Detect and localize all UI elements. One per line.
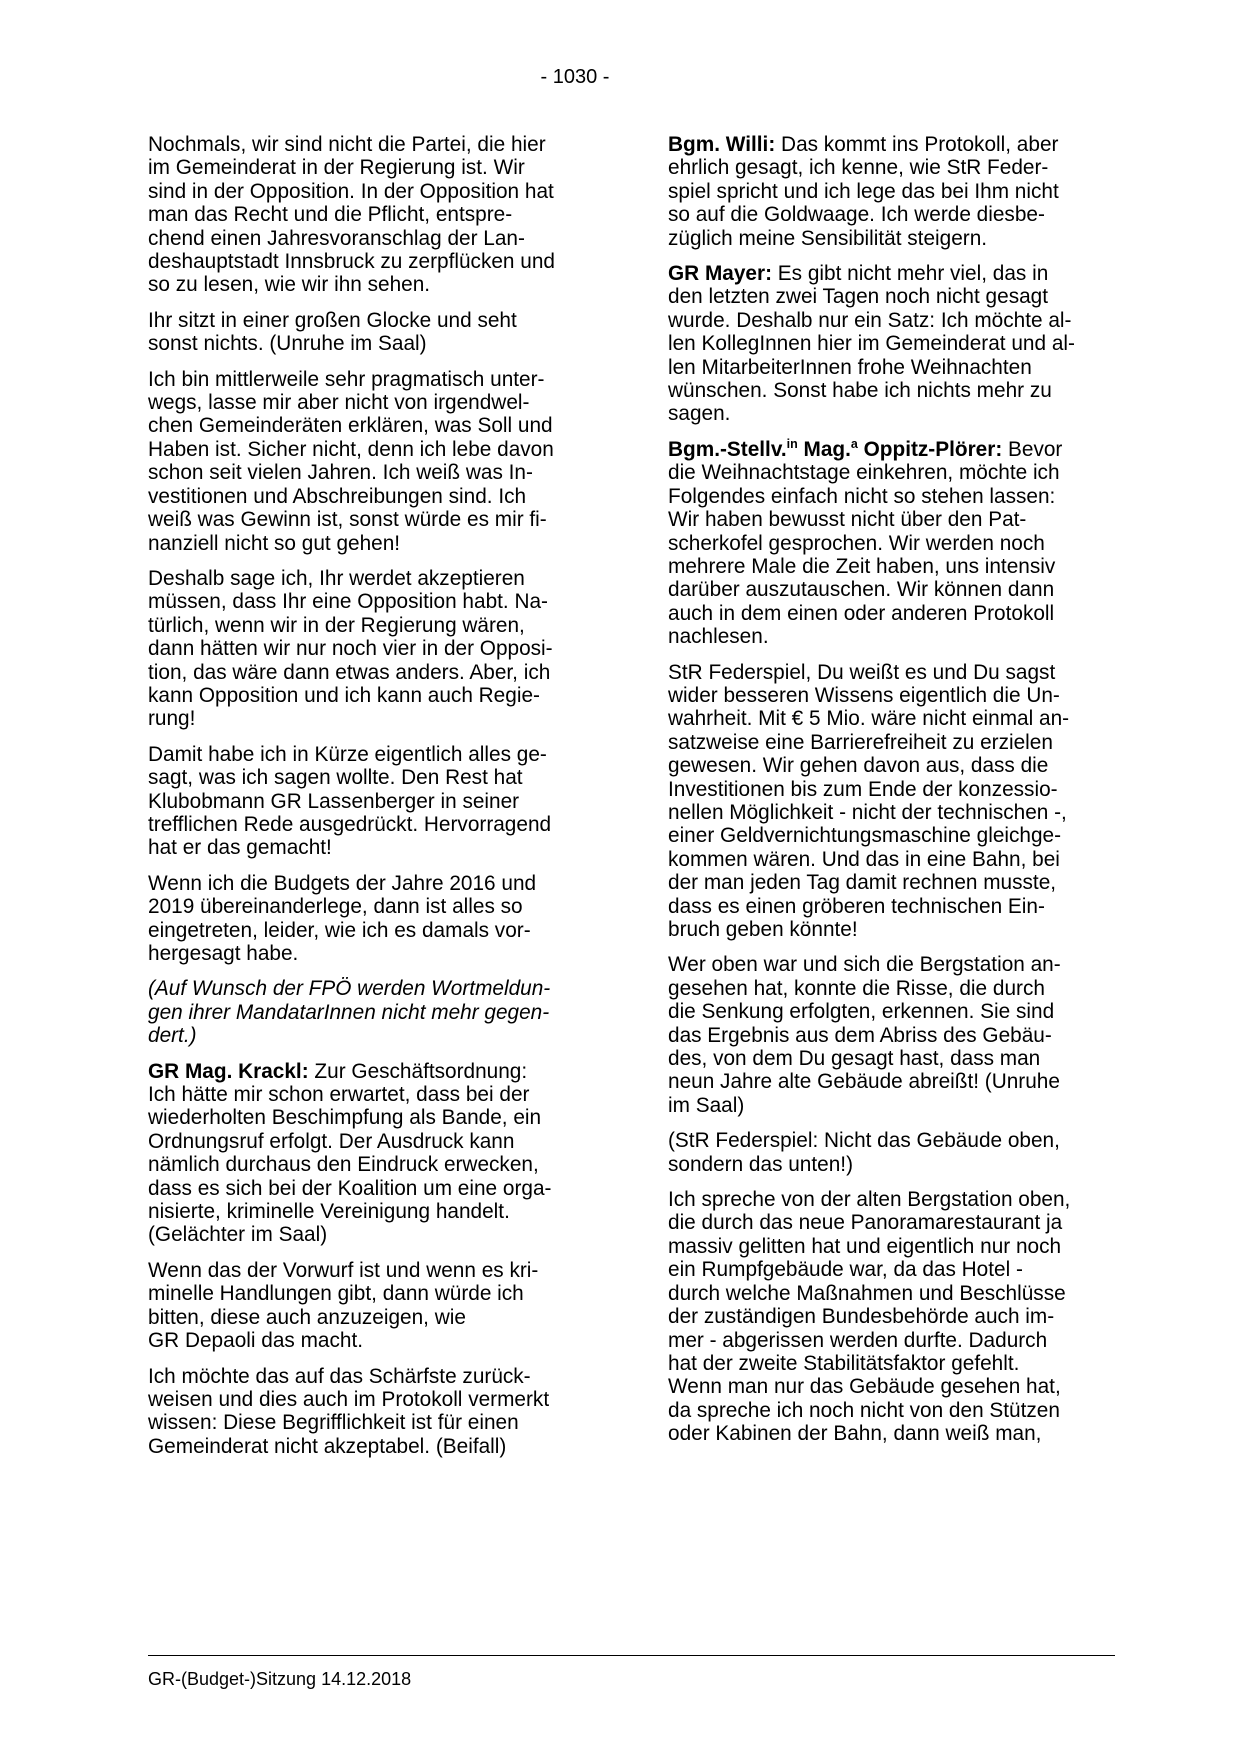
paragraph: Ich bin mittlerweile sehr pragmatisch unter- wegs, lasse mir aber nicht von irgendwel- chen Gemeinderäten erklären, was Soll und Haben ist. Sicher nicht, denn ich lebe davon schon seit vielen Jahren. Ich weiß was In- vestitionen und Abschreibungen sind. Ich weiß was Gewinn ist, sonst würde es mir fi- nanziell nicht so gut gehen! (148, 367, 554, 555)
speaker-name: Bgm. Willi: (668, 133, 776, 156)
paragraph: Wenn das der Vorwurf ist und wenn es kri- minelle Handlungen gibt, dann würde ich bitten, diese auch anzuzeigen, wie GR Depaoli das macht. (148, 1258, 539, 1353)
speaker-title: Bgm.-Stellv. (668, 437, 787, 461)
speaker-name: GR Mag. Krackl: (148, 1059, 309, 1083)
speaker-paragraph (668, 438, 1138, 649)
speaker-title-suffix: in (786, 436, 798, 451)
speech-text: Zur Geschäftsordnung: Ich hätte mir schon erwartet, dass bei der wiederholten Beschimpfung als Bande, ein Ordnungsruf erfolgt. Der Ausdruck kann nämlich durchaus den Eindruck erwecken, dass es sich bei der Koalition um eine orga- nisierte, kriminelle Vereinigung handelt. (Gelächter im Saal) (148, 1059, 552, 1247)
paragraph: StR Federspiel, Du weißt es und Du sagst wider besseren Wissens eigentlich die Un- wahrheit. Mit € 5 Mio. wäre nicht einmal an- satzweise eine Barrierefreiheit zu erzielen gewesen. Wir gehen davon aus, dass die Investitionen bis zum Ende der konzessio- nellen Möglichkeit - nicht der technischen -, einer Geldvernichtungsmaschine gleichge- kommen wären. Und das in eine Bahn, bei der man jeden Tag damit rechnen musste, dass es einen gröberen technischen Ein- bruch geben könnte! (668, 660, 1070, 941)
speaker-degree: Mag. (797, 437, 851, 461)
speech-text: Bevor die Weihnachtstage einkehren, möchte ich Folgendes einfach nicht so stehen lassen: Wir haben bewusst nicht über den Pat- scherkofel gesprochen. Wir werden noch mehrere Male die Zeit haben, uns intensiv darüber auszutauschen. Wir können dann auch in dem einen oder anderen Protokoll nachlesen. (668, 437, 1063, 649)
paragraph: Wenn ich die Budgets der Jahre 2016 und 2019 übereinanderlege, dann ist alles so eingetreten, leider, wie ich es damals vor- hergesagt habe. (148, 871, 537, 965)
interjection: (StR Federspiel: Nicht das Gebäude oben, sondern das unten!) (668, 1129, 1060, 1176)
paragraph: Deshalb sage ich, Ihr werdet akzeptieren müssen, dass Ihr eine Opposition habt. Na- türlich, wenn wir in der Regierung wären, dann hätten wir nur noch vier in der Opposi- tion, das wäre dann etwas anders. Aber, ich kann Opposition und ich kann auch Regie- rung! (148, 566, 553, 731)
speaker-paragraph (148, 1060, 618, 1247)
speaker-degree-suffix: a (850, 436, 858, 451)
left-column (148, 133, 618, 1470)
paragraph: Ihr sitzt in einer großen Glocke und seht sonst nichts. (Unruhe im Saal) (148, 308, 517, 356)
paragraph: Nochmals, wir sind nicht die Partei, die hier im Gemeinderat in der Regierung ist. Wir sind in der Opposition. In der Opposition hat man das Recht und die Pflicht, entspre- chend einen Jahresvoranschlag der Lan- deshauptstadt Innsbruck zu zerpflücken und so zu lesen, wie wir ihn sehen. (148, 133, 555, 297)
editorial-note: (Auf Wunsch der FPÖ werden Wortmeldun- gen ihrer MandatarInnen nicht mehr gegen- dert.) (148, 977, 551, 1048)
speech-text: Es gibt nicht mehr viel, das in den letzten zwei Tagen noch nicht gesagt wurde. Deshalb nur ein Satz: Ich möchte al- len KollegInnen hier im Gemeinderat und al- len MitarbeiterInnen frohe Weihnachten wünschen. Sonst habe ich nichts mehr zu sagen. (668, 262, 1075, 426)
speaker-paragraph (668, 133, 1138, 250)
footer-session-label: GR-(Budget-)Sitzung 14.12.2018 (148, 1669, 412, 1689)
footer-divider (148, 1655, 1115, 1656)
speaker-surname: Oppitz-Plörer: (857, 437, 1003, 461)
speaker-paragraph (668, 262, 1138, 426)
page-number: - 1030 - (540, 66, 610, 88)
paragraph: Damit habe ich in Kürze eigentlich alles ge- sagt, was ich sagen wollte. Den Rest hat Klubobmann GR Lassenberger in seiner trefflichen Rede ausgedrückt. Hervorragend hat er das gemacht! (148, 742, 552, 860)
paragraph: Wer oben war und sich die Bergstation an- gesehen hat, konnte die Risse, die durch die Senkung erfolgten, erkennen. Sie sind das Ergebnis aus dem Abriss des Gebäu- des, von dem Du gesagt hast, dass man neun Jahre alte Gebäude abreißt! (Unruhe im Saal) (668, 953, 1061, 1117)
speaker-name: GR Mayer: (668, 262, 773, 286)
right-column (668, 133, 1138, 1458)
speech-text: Das kommt ins Protokoll, aber ehrlich gesagt, ich kenne, wie StR Feder- spiel spricht und ich lege das bei Ihm nicht so auf die Goldwaage. Ich werde diesbe- züglich meine Sensibilität steigern. (668, 133, 1059, 250)
speaker-name (668, 438, 1002, 461)
paragraph: Ich spreche von der alten Bergstation oben, die durch das neue Panoramarestaurant ja massiv gelitten hat und eigentlich nur noch ein Rumpfgebäude war, da das Hotel - durch welche Maßnahmen und Beschlüsse der zuständigen Bundesbehörde auch im- mer - abgerissen werden durfte. Dadurch hat der zweite Stabilitätsfaktor gefehlt. Wenn man nur das Gebäude gesehen hat, da spreche ich noch nicht von den Stützen oder Kabinen der Bahn, dann weiß man, (668, 1188, 1071, 1446)
paragraph: Ich möchte das auf das Schärfste zurück- weisen und dies auch im Protokoll vermerkt wissen: Diese Begrifflichkeit ist für einen Gemeinderat nicht akzeptabel. (Beifall) (148, 1364, 550, 1458)
